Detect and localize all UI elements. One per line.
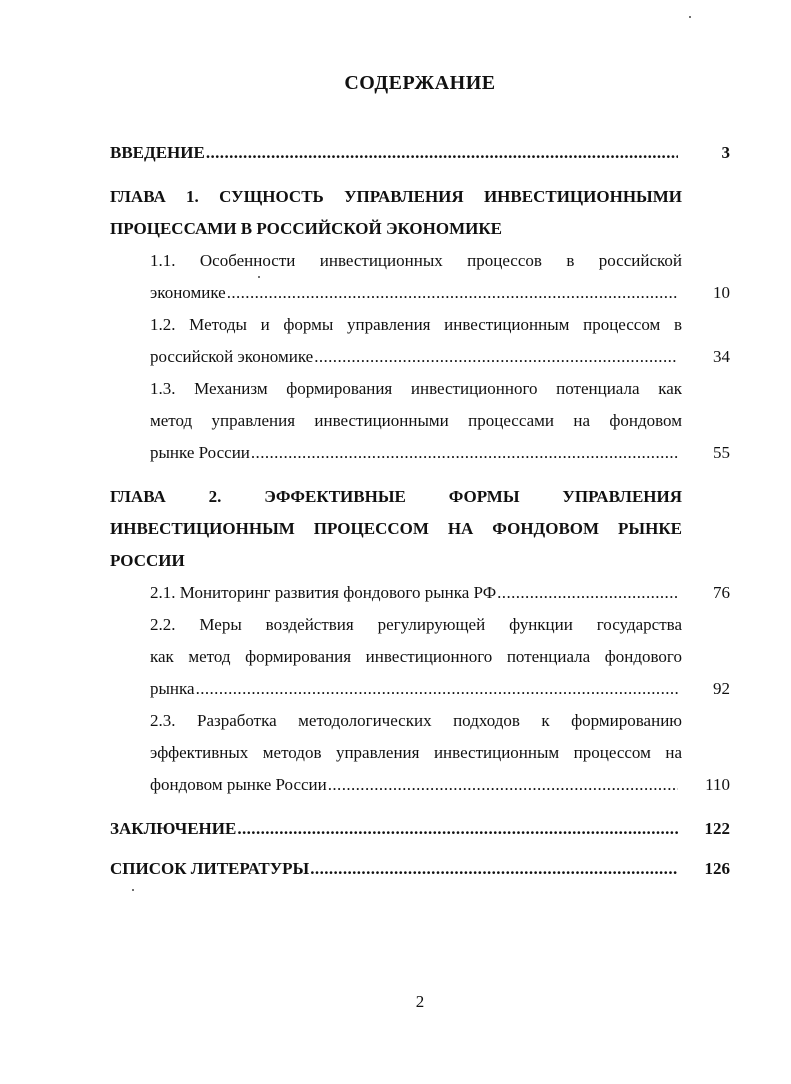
toc-section-2-2[interactable] xyxy=(110,609,730,705)
scan-speck xyxy=(689,16,691,18)
section-text-line: рынка xyxy=(150,679,195,698)
toc-entry-introduction[interactable] xyxy=(110,137,730,169)
toc-entry-references[interactable] xyxy=(110,853,730,885)
dot-leader xyxy=(206,137,678,169)
dot-leader xyxy=(328,769,678,801)
toc-page-number: 110 xyxy=(705,775,730,794)
toc-page-number: 76 xyxy=(713,583,730,602)
section-text-line: 2.1. Мониторинг развития фондового рынка РФ xyxy=(150,583,497,602)
toc-chapter-2 xyxy=(110,481,730,801)
section-text-line: 2.3. Разработка методологических подходов к формированию xyxy=(150,711,682,730)
table-of-contents xyxy=(110,137,730,885)
chapter-heading-line[interactable]: РОССИИ xyxy=(110,551,185,570)
dot-leader xyxy=(227,277,678,309)
dot-leader xyxy=(251,437,678,469)
dot-leader xyxy=(310,853,678,885)
toc-entry-text: ВВЕДЕНИЕ xyxy=(110,143,205,162)
toc-page-number: 55 xyxy=(713,443,730,462)
chapter-heading-line[interactable]: ГЛАВА 2. ЭФФЕКТИВНЫЕ ФОРМЫ УПРАВЛЕНИЯ xyxy=(110,487,682,506)
dot-leader xyxy=(196,673,678,705)
dot-leader xyxy=(237,813,678,845)
chapter-heading-line[interactable]: ГЛАВА 1. СУЩНОСТЬ УПРАВЛЕНИЯ ИНВЕСТИЦИОННЫМИ xyxy=(110,187,682,206)
section-text-line: метод управления инвестиционными процессами на фондовом xyxy=(150,411,682,430)
toc-page-number: 92 xyxy=(713,679,730,698)
toc-section-1-3[interactable] xyxy=(110,373,730,469)
section-text-line: 1.2. Методы и формы управления инвестиционным процессом в xyxy=(150,315,682,334)
section-text-line: 1.3. Механизм формирования инвестиционного потенциала как xyxy=(150,379,682,398)
dot-leader xyxy=(314,341,678,373)
toc-page-number: 10 xyxy=(713,283,730,302)
scan-speck xyxy=(132,889,134,891)
toc-page-number: 3 xyxy=(721,143,730,162)
toc-page-number: 122 xyxy=(704,819,730,838)
scan-speck xyxy=(258,276,260,278)
page-title: СОДЕРЖАНИЕ xyxy=(344,72,496,94)
section-text-line: фондовом рынке России xyxy=(150,775,327,794)
toc-page-number: 126 xyxy=(704,859,730,878)
section-text-line: эффективных методов управления инвестиционным процессом на xyxy=(150,743,682,762)
chapter-heading-line[interactable]: ИНВЕСТИЦИОННЫМ ПРОЦЕССОМ НА ФОНДОВОМ РЫНКЕ xyxy=(110,519,682,538)
toc-section-2-1[interactable] xyxy=(110,577,730,609)
toc-section-2-3[interactable] xyxy=(110,705,730,801)
toc-page-number: 34 xyxy=(713,347,730,366)
toc-entry-text: СПИСОК ЛИТЕРАТУРЫ xyxy=(110,859,310,878)
section-text-line: экономике xyxy=(150,283,226,302)
toc-chapter-1 xyxy=(110,181,730,469)
toc-entry-conclusion[interactable] xyxy=(110,813,730,845)
toc-section-1-2[interactable] xyxy=(110,309,730,373)
section-text-line: как метод формирования инвестиционного потенциала фондового xyxy=(150,647,682,666)
section-text-line: рынке России xyxy=(150,443,250,462)
page-number: 2 xyxy=(415,992,425,1011)
dot-leader xyxy=(497,577,678,609)
toc-entry-text: ЗАКЛЮЧЕНИЕ xyxy=(110,819,237,838)
section-text-line: 2.2. Меры воздействия регулирующей функции государства xyxy=(150,615,682,634)
chapter-heading-line[interactable]: ПРОЦЕССАМИ В РОССИЙСКОЙ ЭКОНОМИКЕ xyxy=(110,219,503,238)
toc-section-1-1[interactable] xyxy=(110,245,730,309)
section-text-line: 1.1. Особенности инвестиционных процессов в российской xyxy=(150,251,682,270)
section-text-line: российской экономике xyxy=(150,347,314,366)
